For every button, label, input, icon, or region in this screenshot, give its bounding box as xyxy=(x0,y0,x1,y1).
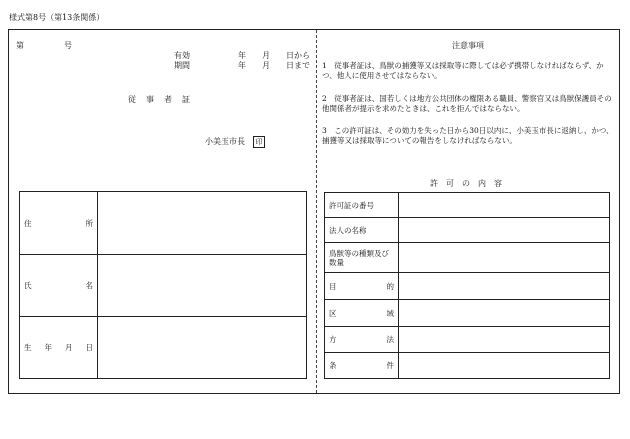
valid-label-1: 有効 xyxy=(174,51,190,60)
table-row xyxy=(20,192,307,255)
row-label-species-line1: 鳥獣等の種類及び xyxy=(329,248,389,258)
note-3: 3 この許可証は、その効力を失った日から30日以内に、小美玉市長に返納し、かつ、捕獲等又は採取等についての報告をしなければならない。 xyxy=(322,126,614,145)
valid-from-day: 日から xyxy=(286,51,310,60)
row-label-area: 区 域 xyxy=(329,308,394,318)
conditions-field[interactable] xyxy=(399,353,610,379)
table-row xyxy=(325,300,610,327)
table-row xyxy=(325,243,610,273)
permit-number-field[interactable] xyxy=(399,193,610,218)
valid-until-day: 日まで xyxy=(286,61,310,70)
table-row xyxy=(325,327,610,353)
valid-until-year: 年 xyxy=(238,61,246,70)
row-label-conditions: 条 件 xyxy=(329,361,394,370)
table-row xyxy=(20,317,307,379)
area-field[interactable] xyxy=(399,300,610,327)
species-quantity-field[interactable] xyxy=(399,243,610,273)
row-label-corp-name: 法人の名称 xyxy=(329,225,367,235)
row-label-purpose: 目 的 xyxy=(329,281,394,291)
note-1: 1 従事者証は、鳥獣の捕獲等又は採取等に際しては必ず携帯しなければならず、かつ、他人に使用させてはならない。 xyxy=(322,61,604,80)
row-label-name: 氏 名 xyxy=(24,281,93,290)
permit-table xyxy=(324,192,610,379)
valid-until-month: 月 xyxy=(262,61,270,70)
table-row xyxy=(325,353,610,379)
note-2: 2 従事者証は、国若しくは地方公共団体の権限ある職員、警察官又は鳥獣保護員その他関係者が提示を求めたときは、これを拒んではならない。 xyxy=(322,94,612,113)
fold-divider xyxy=(316,30,317,393)
personal-info-table xyxy=(19,191,307,379)
seal-box: 印 xyxy=(253,136,265,148)
table-row xyxy=(325,193,610,218)
table-row xyxy=(325,273,610,300)
issuer-name: 小美玉市長 xyxy=(205,137,245,146)
row-label-birthdate: 生 年 月 日 xyxy=(24,343,93,352)
row-label-permit-number: 許可証の番号 xyxy=(329,200,374,210)
table-row xyxy=(20,255,307,317)
purpose-field[interactable] xyxy=(399,273,610,300)
corp-name-field[interactable] xyxy=(399,218,610,243)
name-field[interactable] xyxy=(98,255,307,317)
valid-label-2: 期間 xyxy=(174,61,190,70)
valid-from-year: 年 xyxy=(238,51,246,60)
method-field[interactable] xyxy=(399,327,610,353)
issuer-line xyxy=(205,136,265,148)
row-label-address: 住 所 xyxy=(24,218,93,228)
table-row xyxy=(325,218,610,243)
permit-title: 許 可 の 内 容 xyxy=(430,179,502,188)
notes-title: 注意事項 xyxy=(452,41,484,50)
address-field[interactable] xyxy=(98,192,307,255)
valid-from-month: 月 xyxy=(262,51,270,60)
cert-number-suffix: 号 xyxy=(64,41,72,50)
row-label-method: 方 法 xyxy=(329,335,394,344)
birthdate-field[interactable] xyxy=(98,317,307,379)
form-label: 様式第8号（第13条関係） xyxy=(9,13,105,22)
cert-number-prefix: 第 xyxy=(16,41,24,50)
row-label-species-line2: 数量 xyxy=(329,257,344,267)
cert-title: 従 事 者 証 xyxy=(128,95,191,104)
